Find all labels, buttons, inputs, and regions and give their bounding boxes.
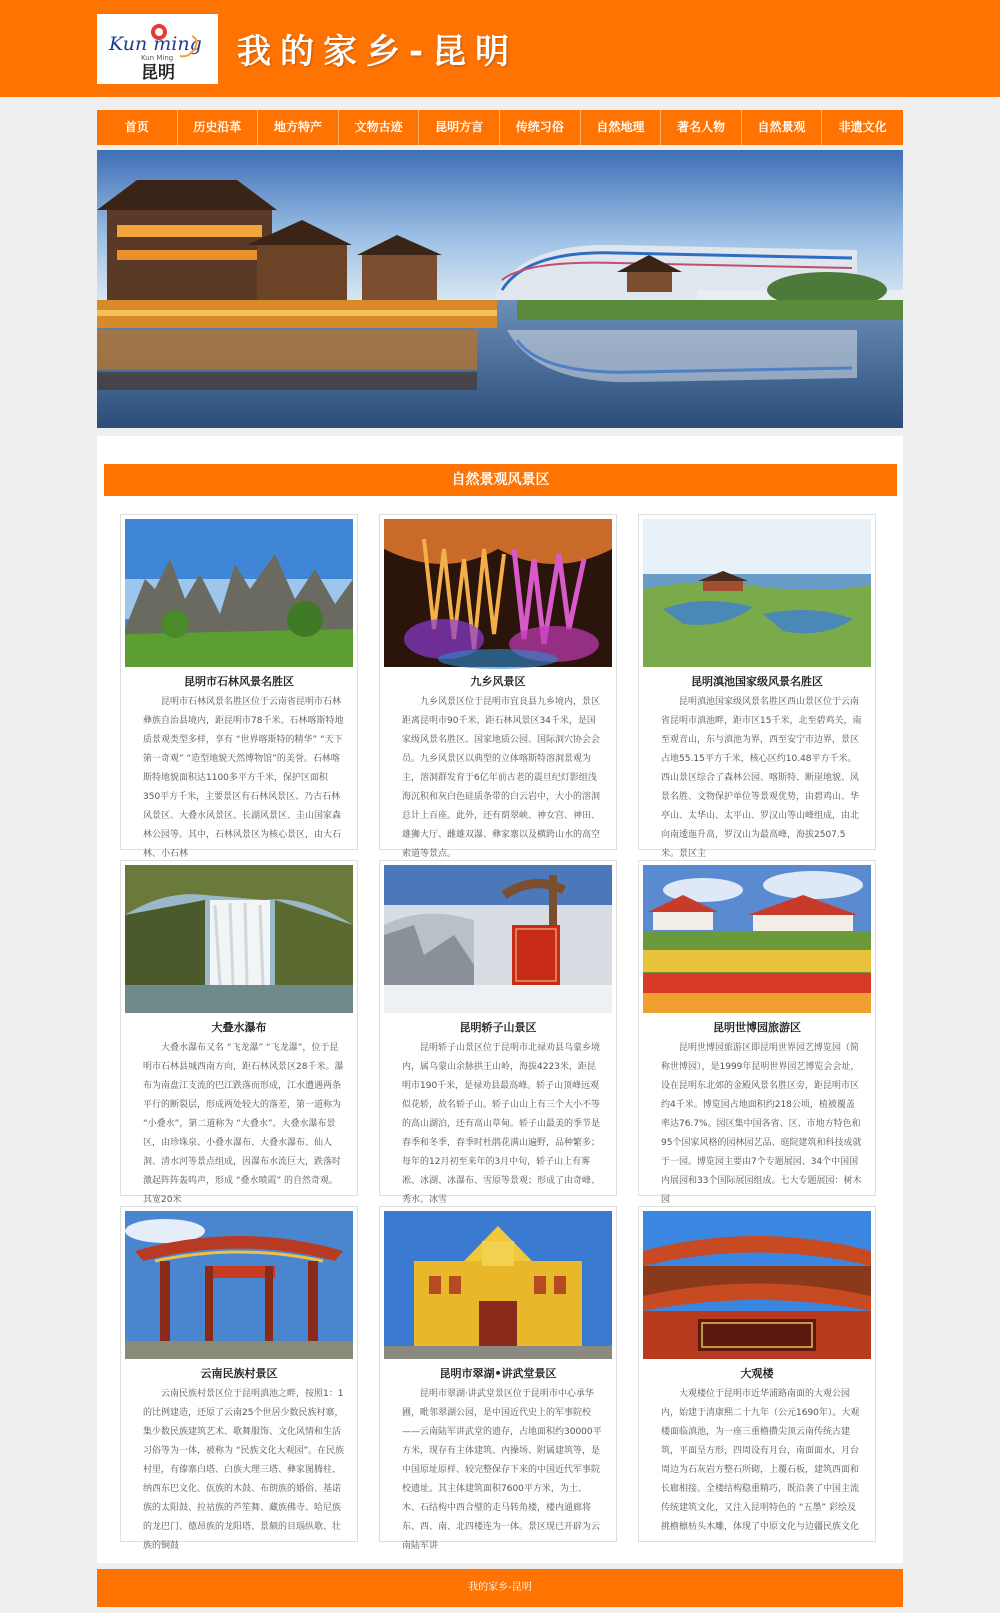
card-title: 昆明市翠湖•讲武堂景区 xyxy=(439,1367,557,1380)
logo-chinese-text: 昆明 xyxy=(141,63,175,83)
scenic-card-jiaozi-mountain[interactable] xyxy=(379,860,617,1205)
card-description: 大观楼位于昆明市近华浦路南面的大观公园内，始建于清康熙二十九年（公元1690年）。大观楼面临滇池，为一座三重檐攒尖顶云南传统古建筑，平面呈方形，四周设有月台，南面面水，月台周边为石灰岩方整石所砌，上覆石板，建筑西面和长廊相接。全楼结构稳重精巧，既沿袭了中国主流传统建筑文化，又注入昆明特色的 “五墨” 彩绘及挑檐檩枋头木雕，体现了中原文化与边疆民族文化 xyxy=(661,1389,860,1532)
scenic-card-jiangwutang[interactable] xyxy=(379,1206,617,1551)
nav-item-geography[interactable]: 自然地理 xyxy=(581,110,662,145)
nav-item-history[interactable]: 历史沿革 xyxy=(178,110,259,145)
nav-item-scenery[interactable]: 自然景观 xyxy=(742,110,823,145)
card-title: 昆明世博园旅游区 xyxy=(713,1021,801,1034)
hero-banner-image xyxy=(97,150,903,428)
card-photo xyxy=(384,519,612,667)
card-photo xyxy=(643,865,871,1013)
logo-latin-text: Kun ming xyxy=(109,33,202,55)
card-photo xyxy=(643,1211,871,1359)
card-description: 昆明市翠湖·讲武堂景区位于昆明市中心承华圃，毗邻翠湖公园，是中国近代史上的军事院校——云南陆军讲武堂的遗存，占地面积约30000平方米，现存有主体建筑、内操场、附属建筑等，是中国原址原样、较完整保存下来的中国近代军事院校遗址。其主体建筑面积7600平方米，为土、木、石结构中西合璧的走马转角楼，楼内通廊将东、西、南、北四楼连为一体。景区现已开辟为云南陆军讲 xyxy=(402,1389,602,1551)
card-description: 昆明市石林风景名胜区位于云南省昆明市石林彝族自治县境内，距昆明市78千米。石林喀斯特地质景观类型多样，享有 “世界喀斯特的精华” “天下第一奇观” “造型地貌天然博物馆”的美誉。石林喀斯特地貌面积达1100多平方千米，保护区面积350平方千米，主要景区有石林风景区、乃古石林风景区、大叠水风景区、长湖风景区、圭山国家森林公园等。其中，石林风景区为核心景区，由大石林、小石林 xyxy=(143,697,344,859)
card-title: 昆明轿子山景区 xyxy=(459,1021,537,1034)
card-photo xyxy=(125,519,353,667)
main-content xyxy=(97,436,903,1563)
nav-item-relics[interactable]: 文物古迹 xyxy=(339,110,420,145)
section-title: 自然景观风景区 xyxy=(104,464,897,496)
site-logo[interactable] xyxy=(97,14,218,84)
site-header xyxy=(0,0,1000,97)
scenic-card-dadieshui[interactable] xyxy=(120,860,358,1205)
scenic-card-jiuxiang[interactable] xyxy=(379,514,617,859)
card-title: 大观楼 xyxy=(740,1367,774,1380)
card-photo xyxy=(384,865,612,1013)
card-description: 昆明世博园旅游区即昆明世界园艺博览园（简称世博园），是1999年昆明世界园艺博览会会址，设在昆明东北郊的金殿风景名胜区旁，距昆明市区约4千米。博览园占地面积约218公顷，植被覆盖率达76.7%。园区集中国各省、区、市地方特色和95个国家风格的园林园艺品、庭院建筑和科技成就于一园。博览园主要由7个专题展园、34个中国国内展园和33个国际展园组成。七大专题展园：树木园 xyxy=(661,1043,862,1205)
nav-item-home[interactable]: 首页 xyxy=(97,110,178,145)
scenic-card-ethnic-village[interactable] xyxy=(120,1206,358,1551)
card-description: 昆明滇池国家级风景名胜区西山景区位于云南省昆明市滇池畔，距市区15千米，北至碧鸡关，南至观音山，东与滇池为界，西至安宁市边界，景区占地55.15平方千米，核心区约10.48平方千米。西山景区综合了森林公园、喀斯特、断崖地貌、风景名胜、文物保护单位等景观优势，由碧鸡山、华亭山、太华山、太平山、罗汉山等山峰组成，由北向南逶迤升高，罗汉山为最高峰，海拔2507.5米。景区主 xyxy=(661,697,862,859)
nav-item-figures[interactable]: 著名人物 xyxy=(661,110,742,145)
nav-item-dialect[interactable]: 昆明方言 xyxy=(419,110,500,145)
card-title: 昆明滇池国家级风景名胜区 xyxy=(691,675,823,688)
site-footer: 我的家乡-昆明 xyxy=(97,1569,903,1607)
nav-item-customs[interactable]: 传统习俗 xyxy=(500,110,581,145)
nav-item-specialties[interactable]: 地方特产 xyxy=(258,110,339,145)
card-photo xyxy=(125,1211,353,1359)
main-nav xyxy=(97,110,903,145)
card-photo xyxy=(643,519,871,667)
card-description: 云南民族村景区位于昆明滇池之畔，按照1：1的比例建造，还原了云南25个世居少数民族村寨，集少数民族建筑艺术、歌舞服饰、文化风情和生活习俗等为一体，被称为 “民族文化大观园”。在民族村里，有傣寨白塔、白族大理三塔、彝家图腾柱、纳西东巴文化、佤族的木鼓、布朗族的婚俗、基诺族的太阳鼓、拉祜族的芦笙舞、藏族佛寺、哈尼族的龙巴门、德昂族的龙阳塔、景颇的目瑙纵歌、壮族的铜鼓 xyxy=(143,1389,345,1551)
card-title: 九乡风景区 xyxy=(470,675,526,688)
card-photo xyxy=(125,865,353,1013)
card-title: 云南民族村景区 xyxy=(200,1367,278,1380)
scenic-card-daguan-tower[interactable] xyxy=(638,1206,876,1542)
site-title: 我的家乡-昆明 xyxy=(237,32,519,72)
card-title: 昆明市石林风景名胜区 xyxy=(184,675,294,688)
scenic-card-expo-garden[interactable] xyxy=(638,860,876,1205)
scenic-card-stone-forest[interactable] xyxy=(120,514,358,859)
logo-small-text: Kun Ming xyxy=(141,54,174,62)
nav-item-heritage[interactable]: 非遗文化 xyxy=(838,120,887,134)
card-photo xyxy=(384,1211,612,1359)
card-description: 昆明轿子山景区位于昆明市北禄劝县乌蒙乡境内，属乌蒙山余脉拱王山岭，海拔4223米，距昆明市190千米，是禄劝县最高峰。轿子山顶峰远观似花轿，故名轿子山。轿子山山上有三个大小不等的高山湖泊，还有高山草甸。轿子山最美的季节是春季和冬季，春季时杜鹃花满山遍野，品种繁多；每年的12月初至来年的3月中旬，轿子山上有雾凇、冰湖、冰瀑布、雪原等景观；形成了由奇峰、秀水、冰雪 xyxy=(402,1043,601,1205)
card-description: 九乡风景区位于昆明市宜良县九乡境内，景区距离昆明市90千米，距石林风景区34千米，是国家级风景名胜区、国家地质公园、国际洞穴协会会员。九乡风景区以典型的立体喀斯特溶洞景观为主，溶洞群发育于6亿年前古老的震旦纪灯影组浅海沉积和灰白色硅质条带的白云岩中，大小的溶洞总计上百座。此外，还有荫翠峡、神女宫、神田、雄狮大厅、雌雄双瀑、彝家寨以及横跨山水的高空索道等景点。 xyxy=(402,697,601,859)
card-description: 大叠水瀑布又名 “飞龙瀑” “飞龙瀑”，位于昆明市石林县城西南方向，距石林风景区28千米。瀑布为南盘江支流的巴江跌落而形成，江水遭遇两条平行的断裂层，形成两处较大的落差，第一道称为 “小叠水”，第二道称为 “大叠水”。大叠水瀑布景区，由珍珠泉、小叠水瀑布、大叠水瀑布、仙人洞、清水河等景点组成，因瀑布水流巨大，跌落时激起阵阵轰鸣声，形成 “叠水喷霞” 的自然奇观。其宽20米 xyxy=(143,1043,344,1205)
card-title: 大叠水瀑布 xyxy=(211,1021,267,1034)
scenic-card-dianchi[interactable] xyxy=(638,514,876,859)
